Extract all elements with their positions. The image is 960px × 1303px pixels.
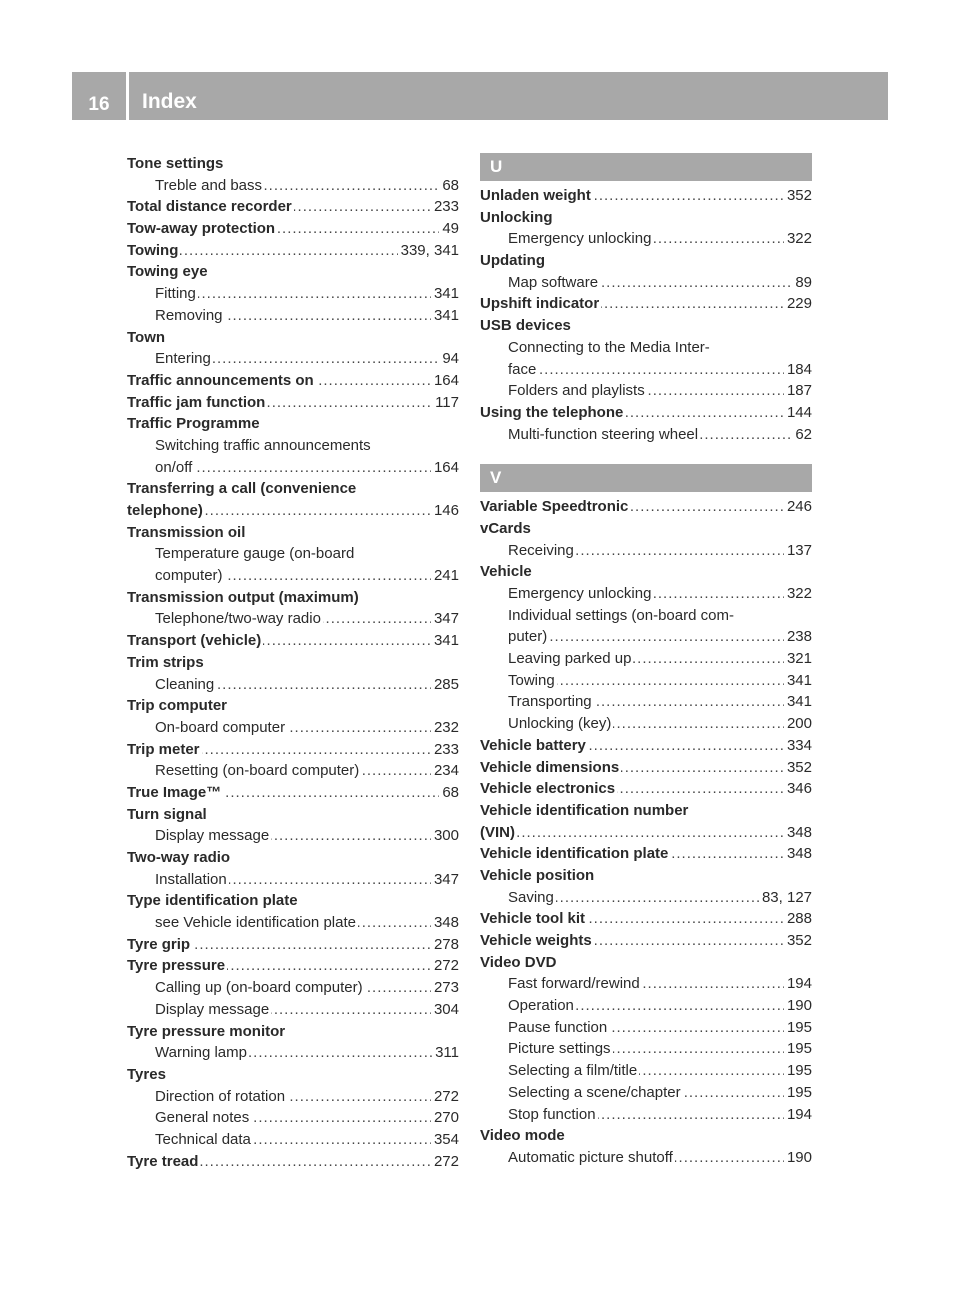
- entry-label: Vehicle tool kit: [480, 910, 586, 928]
- entry-label: Cleaning: [155, 675, 215, 693]
- entry-label: Vehicle weights: [480, 932, 592, 949]
- entry-page-ref: 144: [784, 402, 812, 424]
- entry-page-ref: 233: [431, 196, 459, 218]
- entry-label: Tyre pressure: [127, 957, 226, 975]
- entry-label: Multi-function steering wheel: [508, 425, 699, 443]
- entry-label: puter): [508, 628, 548, 646]
- entry-label: Transporting: [508, 693, 592, 711]
- entry-page-ref: 164: [431, 457, 459, 479]
- index-subentry: [480, 1082, 812, 1104]
- entry-label: Warning lamp: [155, 1044, 247, 1062]
- entry-page-ref: 300: [431, 825, 459, 847]
- index-entry: [127, 478, 459, 500]
- entry-label: Trip meter: [127, 740, 200, 758]
- index-subentry: [480, 1060, 812, 1082]
- entry-label: Video mode: [480, 1127, 565, 1145]
- index-entry: [127, 153, 459, 175]
- index-subentry: [480, 540, 812, 562]
- entry-page-ref: 322: [784, 583, 812, 605]
- index-entry: [480, 952, 812, 974]
- index-entry: [127, 413, 459, 435]
- page-header: [72, 72, 888, 120]
- entry-label: (VIN): [480, 823, 515, 841]
- entry-page-ref: 234: [431, 760, 459, 782]
- entry-label: see Vehicle identification plate: [155, 914, 356, 932]
- entry-page-ref: 288: [784, 908, 812, 930]
- index-entry: [127, 500, 459, 522]
- entry-label: Upshift indicator: [480, 295, 600, 313]
- entry-page-ref: 347: [431, 608, 459, 630]
- entry-label: Video DVD: [480, 953, 557, 971]
- entry-page-ref: 246: [784, 496, 812, 518]
- entry-page-ref: 190: [784, 995, 812, 1017]
- index-entry: [480, 735, 812, 757]
- entry-label: Unlocking: [480, 208, 553, 226]
- index-entry: [127, 392, 459, 414]
- index-entry: [127, 327, 459, 349]
- entry-page-ref: 195: [784, 1060, 812, 1082]
- entry-label: Operation: [508, 997, 574, 1015]
- entry-label: Turn signal: [127, 805, 207, 823]
- index-subentry: [480, 380, 812, 402]
- index-subentry: [480, 1038, 812, 1060]
- entry-label: Leaving parked up: [508, 650, 632, 668]
- entry-label: Technical data: [155, 1130, 251, 1148]
- entry-page-ref: 195: [784, 1017, 812, 1039]
- entry-label: Vehicle dimensions: [480, 758, 620, 776]
- index-subentry: [127, 1086, 459, 1108]
- index-entry: [127, 587, 459, 609]
- index-subentry: [127, 565, 459, 587]
- index-subentry: [127, 435, 459, 457]
- index-subentry: [127, 1042, 459, 1064]
- entry-label: Traffic jam function: [127, 393, 266, 411]
- entry-label: Selecting a film/title: [508, 1062, 638, 1080]
- index-entry: [480, 908, 812, 930]
- entry-page-ref: 164: [431, 370, 459, 392]
- entry-label: Tone settings: [127, 155, 224, 172]
- index-entry: [127, 1151, 459, 1173]
- index-entry: [127, 695, 459, 717]
- entry-label: Using the telephone: [480, 403, 624, 421]
- entry-page-ref: 348: [784, 822, 812, 844]
- index-subentry: [480, 691, 812, 713]
- index-subentry: [480, 670, 812, 692]
- entry-label: Type identification plate: [127, 892, 298, 910]
- entry-label: On-board computer: [155, 718, 286, 736]
- entry-label: Individual settings (on-board com-: [508, 606, 734, 624]
- entry-label: Transport (vehicle): [127, 632, 262, 650]
- entry-label: Temperature gauge (on-board: [155, 545, 355, 563]
- entry-label: USB devices: [480, 317, 571, 335]
- index-subentry: [480, 605, 812, 627]
- entry-page-ref: 339, 341: [398, 240, 459, 262]
- entry-page-ref: 187: [784, 380, 812, 402]
- entry-label: Telephone/two-way radio: [155, 610, 321, 628]
- index-subentry: [127, 869, 459, 891]
- entry-label: Connecting to the Media Inter-: [508, 338, 710, 356]
- entry-page-ref: 346: [784, 778, 812, 800]
- index-subentry: [480, 626, 812, 648]
- entry-label: Tyre grip: [127, 935, 191, 953]
- index-entry: [480, 293, 812, 315]
- page-number: 16: [88, 94, 110, 115]
- index-subentry: [480, 713, 812, 735]
- entry-label: Direction of rotation: [155, 1087, 286, 1105]
- index-entry: [127, 804, 459, 826]
- entry-label: Installation: [155, 870, 227, 888]
- index-subentry: [480, 1147, 812, 1169]
- entry-page-ref: 352: [784, 757, 812, 779]
- index-subentry: [480, 272, 812, 294]
- index-subentry: [480, 337, 812, 359]
- index-entry: [127, 1064, 459, 1086]
- entry-label: Fast forward/rewind: [508, 975, 640, 993]
- index-subentry: [127, 977, 459, 999]
- index-subentry: [127, 175, 459, 197]
- entry-label: Trim strips: [127, 653, 204, 671]
- entry-label: Switching traffic announcements: [155, 436, 371, 454]
- index-subentry: [480, 995, 812, 1017]
- entry-label: vCards: [480, 519, 531, 537]
- index-entry: [480, 822, 812, 844]
- index-entry: [480, 207, 812, 229]
- entry-label: Vehicle position: [480, 866, 595, 884]
- entry-label: Two-way radio: [127, 849, 231, 866]
- entry-page-ref: 146: [431, 500, 459, 522]
- index-entry: [480, 250, 812, 272]
- index-column-left: [127, 153, 459, 1172]
- entry-label: Unladen weight: [480, 187, 591, 204]
- entry-label: Folders and playlists: [508, 382, 645, 400]
- entry-label: Tyre pressure monitor: [127, 1022, 286, 1040]
- entry-page-ref: 273: [431, 977, 459, 999]
- entry-label: Transferring a call (convenience: [127, 480, 357, 498]
- entry-page-ref: 278: [431, 934, 459, 956]
- entry-label: Receiving: [508, 541, 574, 559]
- index-entry: [480, 778, 812, 800]
- entry-label: Removing: [155, 306, 223, 324]
- index-entry: [127, 522, 459, 544]
- entry-label: Vehicle battery: [480, 736, 586, 754]
- entry-label: Transmission output (maximum): [127, 588, 359, 606]
- entry-label: Tyres: [127, 1065, 166, 1083]
- entry-label: Variable Speedtronic: [480, 498, 629, 516]
- entry-page-ref: 354: [431, 1129, 459, 1151]
- entry-page-ref: 229: [784, 293, 812, 315]
- index-entry: [480, 561, 812, 583]
- index-entry: [127, 630, 459, 652]
- index-subentry: [480, 424, 812, 446]
- entry-page-ref: 194: [784, 973, 812, 995]
- entry-label: face: [508, 360, 537, 378]
- index-entry: [480, 518, 812, 540]
- entry-label: Stop function: [508, 1105, 596, 1123]
- entry-page-ref: 272: [431, 1151, 459, 1173]
- index-entry: [127, 739, 459, 761]
- entry-label: Map software: [508, 273, 599, 291]
- index-subentry: [127, 717, 459, 739]
- index-subentry: [480, 887, 812, 909]
- index-entry: [480, 402, 812, 424]
- index-subentry: [480, 583, 812, 605]
- entry-page-ref: 68: [439, 175, 459, 197]
- entry-page-ref: 341: [431, 283, 459, 305]
- index-subentry: [127, 825, 459, 847]
- index-entry: [480, 185, 812, 207]
- entry-page-ref: 347: [431, 869, 459, 891]
- entry-page-ref: 285: [431, 674, 459, 696]
- letter-section-header: V: [480, 464, 812, 492]
- entry-page-ref: 232: [431, 717, 459, 739]
- letter-section-header: U: [480, 153, 812, 181]
- entry-page-ref: 89: [792, 272, 812, 294]
- index-subentry: [127, 1107, 459, 1129]
- entry-page-ref: 83, 127: [759, 887, 812, 909]
- entry-page-ref: 238: [784, 626, 812, 648]
- entry-page-ref: 272: [431, 1086, 459, 1108]
- entry-page-ref: 341: [784, 670, 812, 692]
- entry-page-ref: 348: [784, 843, 812, 865]
- entry-label: Selecting a scene/chapter: [508, 1083, 681, 1101]
- entry-label: Resetting (on-board computer): [155, 762, 360, 780]
- index-column-right: [480, 153, 812, 1169]
- entry-label: Traffic Programme: [127, 415, 260, 433]
- entry-page-ref: 352: [784, 185, 812, 207]
- entry-page-ref: 194: [784, 1104, 812, 1126]
- entry-label: Vehicle identification plate: [480, 845, 669, 863]
- entry-label: Calling up (on-board computer): [155, 979, 363, 997]
- entry-label: Vehicle identification number: [480, 801, 689, 819]
- index-entry: [127, 218, 459, 240]
- entry-page-ref: 341: [784, 691, 812, 713]
- entry-label: Vehicle: [480, 563, 532, 581]
- entry-label: Picture settings: [508, 1040, 611, 1058]
- index-entry: [127, 934, 459, 956]
- entry-label: Towing: [127, 241, 179, 259]
- entry-label: Towing eye: [127, 263, 208, 281]
- entry-label: Fitting: [155, 285, 196, 303]
- index-entry: [480, 865, 812, 887]
- entry-label: Trip computer: [127, 697, 228, 715]
- index-subentry: [127, 348, 459, 370]
- entry-label: Pause function: [508, 1018, 608, 1036]
- entry-page-ref: 94: [439, 348, 459, 370]
- index-entry: [127, 370, 459, 392]
- entry-label: Vehicle electronics: [480, 780, 616, 798]
- index-subentry: [127, 1129, 459, 1151]
- entry-page-ref: 195: [784, 1082, 812, 1104]
- index-entry: [127, 261, 459, 283]
- entry-label: Total distance recorder: [127, 198, 292, 216]
- index-subentry: [127, 760, 459, 782]
- index-entry: [480, 496, 812, 518]
- entry-label: Tyre tread: [127, 1152, 199, 1170]
- index-subentry: [480, 648, 812, 670]
- entry-page-ref: 321: [784, 648, 812, 670]
- index-subentry: [127, 457, 459, 479]
- entry-label: Entering: [155, 350, 211, 368]
- entry-label: computer): [155, 567, 223, 585]
- index-entry: [127, 1021, 459, 1043]
- index-entry: [127, 890, 459, 912]
- index-subentry: [480, 973, 812, 995]
- index-subentry: [127, 674, 459, 696]
- entry-label: Updating: [480, 252, 545, 270]
- entry-label: General notes: [155, 1109, 250, 1127]
- header-divider: [126, 72, 129, 120]
- index-entry: [480, 315, 812, 337]
- entry-page-ref: 190: [784, 1147, 812, 1169]
- index-entry: [127, 847, 459, 869]
- section-title: Index: [142, 90, 197, 113]
- index-entry: [127, 196, 459, 218]
- entry-page-ref: 241: [431, 565, 459, 587]
- entry-page-ref: 272: [431, 955, 459, 977]
- entry-label: Town: [127, 328, 166, 346]
- entry-label: Display message: [155, 1000, 270, 1018]
- index-subentry: [480, 359, 812, 381]
- entry-label: telephone): [127, 502, 203, 519]
- entry-page-ref: 348: [431, 912, 459, 934]
- index-entry: [480, 1125, 812, 1147]
- entry-page-ref: 322: [784, 228, 812, 250]
- entry-label: Towing: [508, 671, 555, 689]
- index-entry: [127, 240, 459, 262]
- entry-page-ref: 137: [784, 540, 812, 562]
- index-entry: [127, 955, 459, 977]
- entry-page-ref: 341: [431, 630, 459, 652]
- index-subentry: [127, 543, 459, 565]
- entry-page-ref: 270: [431, 1107, 459, 1129]
- entry-page-ref: 341: [431, 305, 459, 327]
- entry-label: Emergency unlocking: [508, 585, 652, 602]
- entry-label: Display message: [155, 827, 270, 845]
- entry-page-ref: 334: [784, 735, 812, 757]
- entry-label: Tow-away protection: [127, 220, 276, 238]
- entry-page-ref: 233: [431, 739, 459, 761]
- entry-label: Traffic announcements on: [127, 371, 314, 389]
- index-subentry: [127, 608, 459, 630]
- entry-label: Automatic picture shutoff: [508, 1148, 673, 1166]
- entry-page-ref: 62: [792, 424, 812, 446]
- entry-page-ref: 68: [439, 782, 459, 804]
- index-entry: [480, 930, 812, 952]
- entry-label: Transmission oil: [127, 523, 246, 541]
- index-subentry: [127, 912, 459, 934]
- entry-label: on/off: [155, 458, 193, 476]
- index-subentry: [480, 1104, 812, 1126]
- index-subentry: [480, 1017, 812, 1039]
- entry-page-ref: 184: [784, 359, 812, 381]
- index-entry: [480, 800, 812, 822]
- entry-page-ref: 117: [432, 392, 459, 414]
- entry-page-ref: 304: [431, 999, 459, 1021]
- entry-label: True Image™: [127, 783, 222, 801]
- index-entry: [127, 652, 459, 674]
- index-entry: [480, 757, 812, 779]
- index-subentry: [127, 283, 459, 305]
- entry-label: Saving: [508, 888, 554, 906]
- entry-label: Unlocking (key): [508, 715, 612, 733]
- index-entry: [480, 843, 812, 865]
- entry-page-ref: 200: [784, 713, 812, 735]
- entry-label: Treble and bass: [155, 176, 263, 194]
- index-subentry: [127, 305, 459, 327]
- entry-label: Emergency unlocking: [508, 230, 652, 248]
- entry-page-ref: 311: [432, 1042, 459, 1064]
- index-entry: [127, 782, 459, 804]
- entry-page-ref: 49: [439, 218, 459, 240]
- index-subentry: [480, 228, 812, 250]
- index-subentry: [127, 999, 459, 1021]
- entry-page-ref: 195: [784, 1038, 812, 1060]
- entry-page-ref: 352: [784, 930, 812, 952]
